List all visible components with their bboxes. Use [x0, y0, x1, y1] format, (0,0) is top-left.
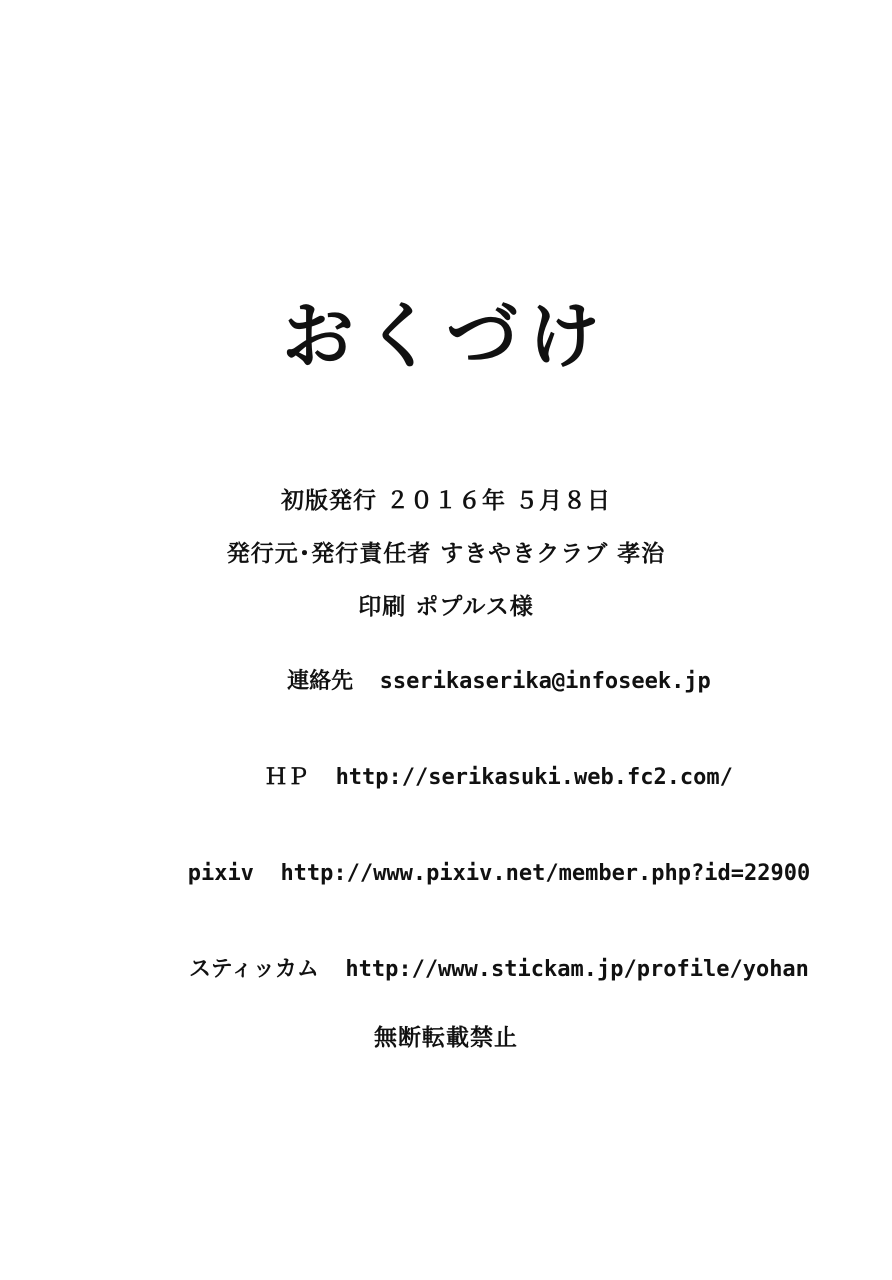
- contact-line: [181, 649, 711, 715]
- stickam-line: [83, 937, 809, 1003]
- publication-date-line: 初版発行 ２０１６年 ５月８日: [280, 488, 611, 514]
- reprint-prohibited-notice: 無断転載禁止: [374, 1025, 518, 1051]
- stickam-url: http://www.stickam.jp/profile/yohan: [345, 957, 809, 982]
- colophon-info-block: [0, 490, 892, 1050]
- stickam-label: スティッカム: [189, 957, 319, 982]
- printer-line: 印刷 ポプルス様: [358, 594, 534, 620]
- pixiv-label: pixiv: [187, 861, 254, 886]
- pixiv-line: [82, 841, 811, 907]
- publisher-line: 発行元･発行責任者 すきやきクラブ 孝治: [226, 541, 666, 567]
- contact-label: 連絡先: [287, 669, 354, 694]
- homepage-url: http://serikasuki.web.fc2.com/: [335, 765, 733, 790]
- contact-email: sserikaserika@infoseek.jp: [379, 669, 711, 694]
- page-title: おくづけ: [281, 294, 610, 378]
- pixiv-url: http://www.pixiv.net/member.php?id=22900: [280, 861, 811, 886]
- homepage-label: ＨＰ: [265, 765, 310, 790]
- homepage-line: [159, 745, 733, 811]
